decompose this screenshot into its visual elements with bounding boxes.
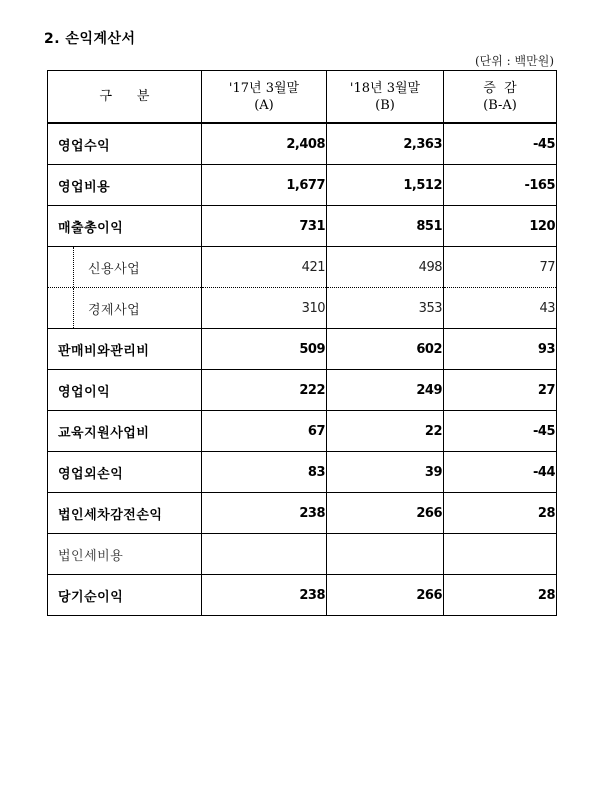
value-b: 39 [327, 452, 444, 493]
header-category: 구 분 [48, 71, 202, 124]
table-row-sub [48, 247, 557, 288]
value-a: 509 [202, 329, 327, 370]
header-col-a: '17년 3월말 (A) [202, 71, 327, 124]
value-b: 22 [327, 411, 444, 452]
value-diff: -45 [444, 411, 557, 452]
value-a: 731 [202, 206, 327, 247]
value-a: 238 [202, 493, 327, 534]
table-row [48, 411, 557, 452]
row-label: 신용사업 [48, 247, 202, 288]
value-a: 310 [202, 288, 327, 329]
value-diff: -44 [444, 452, 557, 493]
value-b: 266 [327, 493, 444, 534]
value-a [202, 534, 327, 575]
table-row-sub [48, 288, 557, 329]
value-b: 266 [327, 575, 444, 616]
value-b: 498 [327, 247, 444, 288]
table-row [48, 206, 557, 247]
value-b: 2,363 [327, 123, 444, 165]
value-a: 1,677 [202, 165, 327, 206]
value-diff: -165 [444, 165, 557, 206]
row-label: 교육지원사업비 [48, 411, 202, 452]
table-row [48, 452, 557, 493]
row-label: 당기순이익 [48, 575, 202, 616]
table-row [48, 575, 557, 616]
unit-note: (단위 : 백만원) [475, 54, 554, 68]
row-label: 법인세차감전손익 [48, 493, 202, 534]
value-a: 238 [202, 575, 327, 616]
row-label: 매출총이익 [48, 206, 202, 247]
value-b: 602 [327, 329, 444, 370]
table-row [48, 123, 557, 165]
value-a: 2,408 [202, 123, 327, 165]
row-label: 영업비용 [48, 165, 202, 206]
row-label: 영업외손익 [48, 452, 202, 493]
value-diff: 28 [444, 575, 557, 616]
value-a: 222 [202, 370, 327, 411]
row-label: 경제사업 [48, 288, 202, 329]
header-col-diff: 증 감 (B-A) [444, 71, 557, 124]
row-label: 영업이익 [48, 370, 202, 411]
section-title: 2. 손익계산서 [44, 31, 136, 47]
value-diff: 77 [444, 247, 557, 288]
value-diff: 120 [444, 206, 557, 247]
table-row [48, 493, 557, 534]
value-diff: 28 [444, 493, 557, 534]
table-row [48, 329, 557, 370]
row-label: 법인세비용 [48, 534, 202, 575]
value-a: 67 [202, 411, 327, 452]
value-diff: 43 [444, 288, 557, 329]
income-statement-table [47, 70, 557, 616]
value-a: 83 [202, 452, 327, 493]
value-a: 421 [202, 247, 327, 288]
header-row [48, 71, 557, 124]
value-b [327, 534, 444, 575]
row-label: 영업수익 [48, 123, 202, 165]
row-label: 판매비와관리비 [48, 329, 202, 370]
value-b: 353 [327, 288, 444, 329]
value-b: 249 [327, 370, 444, 411]
value-b: 851 [327, 206, 444, 247]
value-diff: 27 [444, 370, 557, 411]
value-diff: 93 [444, 329, 557, 370]
header-col-b: '18년 3월말 (B) [327, 71, 444, 124]
value-diff [444, 534, 557, 575]
table-row [48, 165, 557, 206]
table-row [48, 370, 557, 411]
value-b: 1,512 [327, 165, 444, 206]
table-row [48, 534, 557, 575]
value-diff: -45 [444, 123, 557, 165]
